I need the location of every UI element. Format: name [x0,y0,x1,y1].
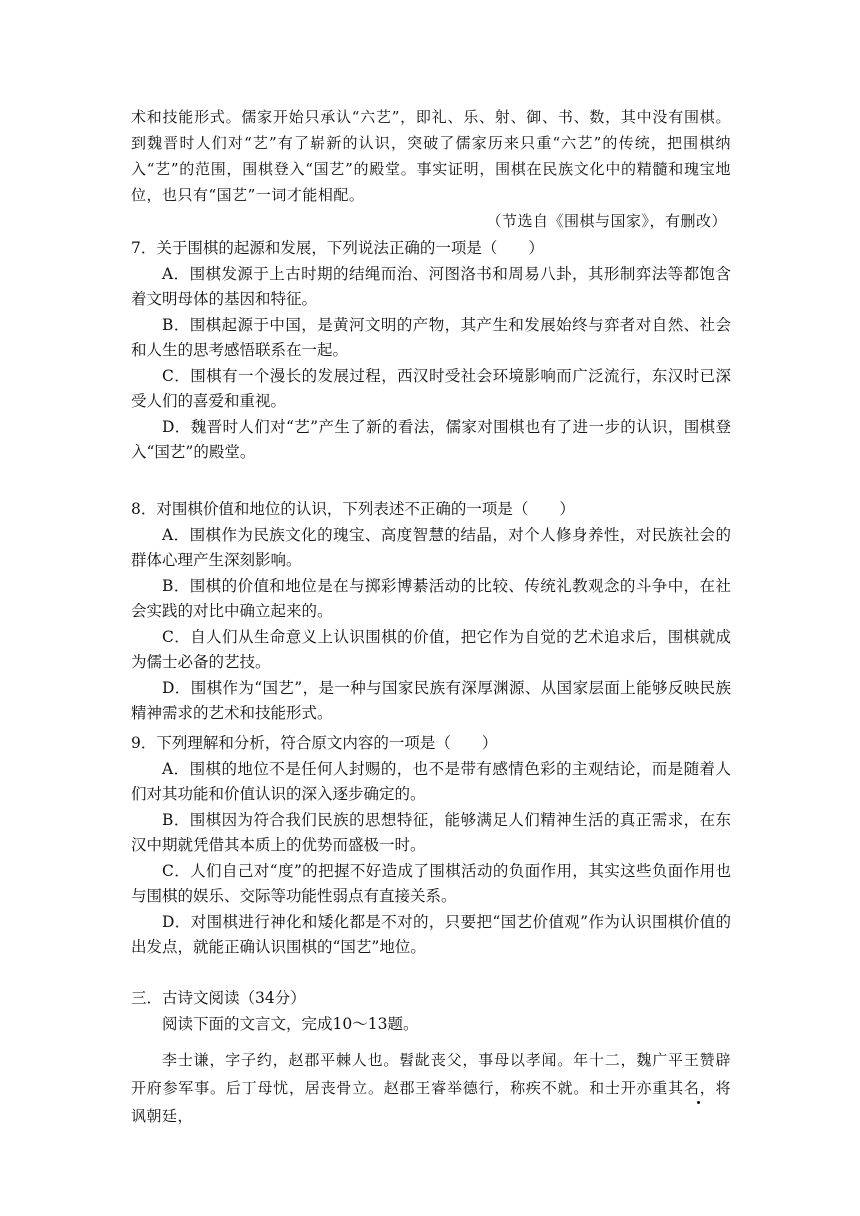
option-d: D．魏晋时人们对“艺”产生了新的看法，儒家对围棋也有了进一步的认识，围棋登入“国艺”的殿堂。 [131,417,731,461]
passage-paragraph: 术和技能形式。儒家开始只承认“六艺”，即礼、乐、射、御、书、数，其中没有围棋。到魏晋时人们对“艺”有了崭新的认识，突破了儒家历来只重“六艺”的传统，把围棋纳入“艺”的范围，围棋登入“国艺”的殿堂。事实证明，围棋在民族文化中的精髓和瑰宝地位，也只有“国艺”一词才能相配。 [131,108,731,204]
option-a: A．围棋发源于上古时期的结绳而治、河图洛书和周易八卦，其形制弈法等都饱含着文明母体的基因和特征。 [131,264,731,308]
question-stem: 7．关于围棋的起源和发展，下列说法正确的一项是（ ） [131,239,544,257]
option-a: A．围棋作为民族文化的瑰宝、高度智慧的结晶，对个人修身养性，对民族社会的群体心理产生深刻影响。 [131,525,731,569]
option-a: A．围棋的地位不是任何人封赐的，也不是带有感情色彩的主观结论，而是随着人们对其功能和价值认识的深入逐步确定的。 [131,759,731,803]
question-9 [131,731,731,961]
option-d: D．对围棋进行神化和矮化都是不对的，只要把“国艺价值观”作为认识围棋价值的出发点，就能正确认识围棋的“国艺”地位。 [131,912,731,956]
section-3 [131,986,731,1037]
option-c: C．人们自己对“度”的把握不好造成了围棋活动的负面作用，其实这些负面作用也与围棋的娱乐、交际等功能性弱点有直接关系。 [131,861,731,905]
option-b: B．围棋起源于中国，是黄河文明的产物，其产生和发展始终与弈者对自然、社会和人生的思考感悟联系在一起。 [131,315,731,359]
option-b: B．围棋的价值和地位是在与掷彩博綦活动的比较、传统礼教观念的斗争中，在社会实践的对比中确立起来的。 [131,576,731,620]
passage-section [131,104,731,234]
question-stem: 8．对围棋价值和地位的认识，下列表述不正确的一项是（ ） [131,500,575,518]
emphasis-dot [697,1101,700,1104]
option-c: C．围棋有一个漫长的发展过程，西汉时受社会环境影响而广泛流行，东汉时已深受人们的喜爱和重视。 [131,366,731,410]
classical-text: 李士谦，字子约，赵郡平棘人也。髫龀丧父，事母以孝闻。年十二，魏广平王赞辟开府参军事。后丁母忧，居丧骨立。赵郡王睿举德行，称疾不就。和士开亦重其名，将讽朝廷， [131,1051,731,1125]
section-instruction: 阅读下面的文言文，完成10～13题。 [162,1014,419,1033]
option-b: B．围棋因为符合我们民族的思想特征，能够满足人们精神生活的真正需求，在东汉中期就凭借其本质上的优势而盛极一时。 [131,810,731,854]
option-c: C．自人们从生命意义上认识围棋的价值，把它作为自觉的艺术追求后，围棋就成为儒士必备的艺技。 [131,627,731,671]
passage-source: （节选自《围棋与国家》，有删改） [486,212,727,230]
classical-text-section [131,1046,731,1130]
option-d: D．围棋作为“国艺”，是一种与国家民族有深厚渊源、从国家层面上能够反映民族精神需求的艺术和技能形式。 [131,678,731,722]
question-8 [131,497,731,727]
question-7 [131,236,731,466]
question-stem: 9．下列理解和分析，符合原文内容的一项是（ ） [131,734,498,752]
section-heading: 三．古诗文阅读（34分） [131,989,306,1007]
